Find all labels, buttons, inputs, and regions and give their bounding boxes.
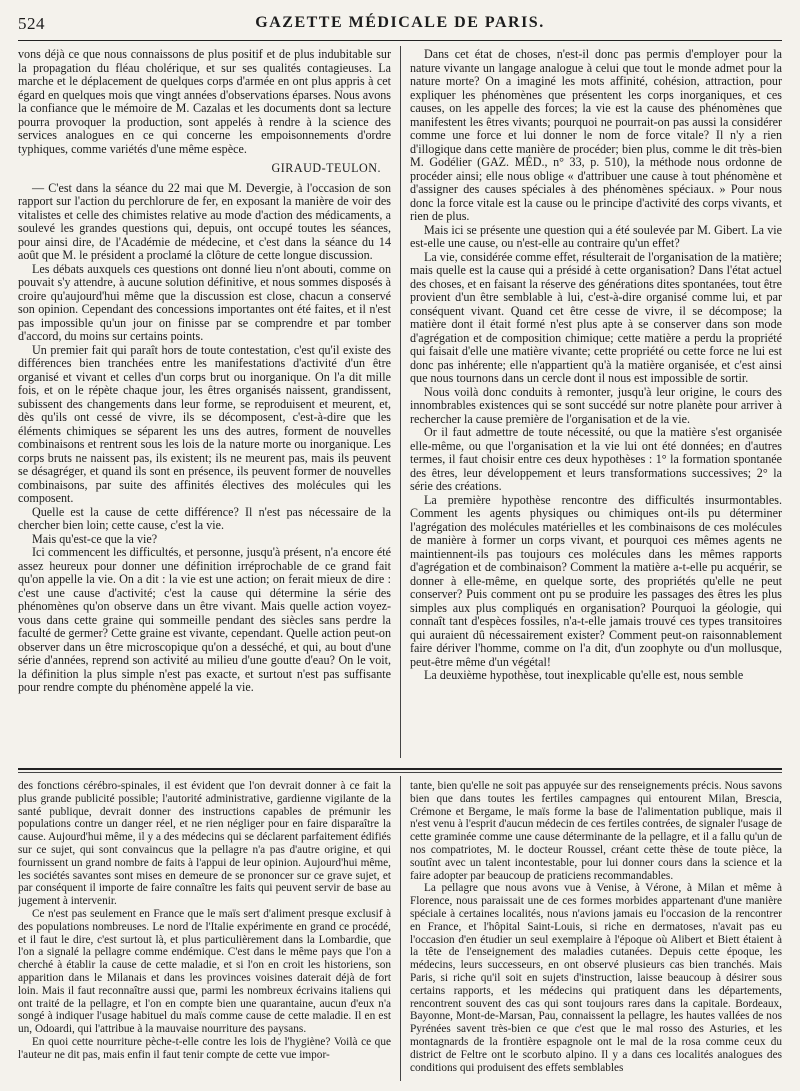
paragraph: Ici commencent les difficultés, et personne, jusqu'à présent, n'a encore été assez heureux pour donner une définition irréprochable de ce grand fait qu'on appelle la vie. On a dit : la vie est une action; on ferait mieux de dire : c'est une cause d'activité; c'est la cause qui détermine la série des phénomènes qu'on observe dans un être vivant. Mais quelle action voyez-vous dans cette graine qui sommeille pendant des siècles sans perdre la faculté de germer? Cette graine est vivante, cependant. Quelle action peut-on observer dans un être microscopique qu'on a desséché, et qui, au bout d'une série d'années, reprend son activité au milieu d'une goutte d'eau? On le voit, la définition la plus simple n'est pas exacte, et surtout n'est pas suffisante pour rendre compte du phénomène appelé la vie. (18, 545, 391, 694)
paragraph: des fonctions cérébro-spinales, il est évident que l'on devrait donner à ce fait la plus grande publicité possible; l'autorité administrative, gardienne vigilante de la santé publique, devrait donner des instructions capables de prémunir les populations contre un danger réel, et ne rien négliger pour en faire disparaître la cause. Aujourd'hui même, il y a des médecins qui se déclarent parfaitement édifiés sur ce sujet, qui sont convaincus que la pellagre n'a pas d'autre origine, et qui fournissent un grand nombre de faits à l'appui de leur opinion. Aujourd'hui même, les sociétés savantes sont mises en demeure de se prononcer sur ce grave sujet, et par conséquent il importe de faire connaître les faits qui peuvent servir de base au jugement à intervenir. (18, 780, 391, 908)
paragraph: Quelle est la cause de cette différence? Il n'est pas nécessaire de la chercher bien loin; cette cause, c'est la vie. (18, 504, 391, 532)
paragraph: — C'est dans la séance du 22 mai que M. Devergie, à l'occasion de son rapport sur l'action du perchlorure de fer, en exposant la manière de voir des vitalistes et celle des chimistes relative au mode d'action des médicaments, a soulevé les grandes questions qui, depuis, ont occupé toutes les séances, pour ainsi dire, de l'Académie de médecine, et c'est dans la séance du 14 août que M. le président a proclamé la clôture de cette longue discussion. (18, 180, 391, 262)
upper-left-column (18, 48, 391, 756)
feuilleton-divider-thin (18, 772, 782, 773)
paragraph: La vie, considérée comme effet, résulterait de l'organisation de la matière; mais quelle est la cause qui a présidé à cette organisation? Dans l'état actuel des choses, et en faisant la réserve des générations dites spontanées, tout être provient d'un être semblable à lui, c'est-à-dire organisé comme lui, et par conséquent vivant. Quand cet être cesse de vivre, il se décompose; la matière dont il était formé n'est plus apte à se conserver dans son mode d'agrégation et de composition chimique; cette matière a perdu la propriété qui faisait d'elle une matière vivante; cette propriété ou cette force ne lui est donc pas inhérente; elle n'appartient qu'à la matière organisée, et c'est ainsi que nous tournons dans un cercle dont il nous est impossible de sortir. (410, 249, 782, 385)
paragraph: La pellagre que nous avons vue à Venise, à Vérone, à Milan et même à Florence, nous paraissait une de ces formes morbides appartenant d'une manière spéciale à certaines localités, nous n'avions jamais eu l'occasion de la rencontrer en France, et l'hôpital Saint-Louis, si riche en dermatoses, n'avait pas eu l'occasion d'en étudier un seul exemplaire à l'époque où Alibert et Biett étaient à la tête de l'enseignement des maladies cutanées. Depuis cette époque, les médecins, leurs successeurs, en ont observé plusieurs cas bien tranchés. Mais Paris, si riche qu'il soit en sujets d'instruction, laisse beaucoup à désirer sous certains rapports, et les médecins qui pratiquent dans les départements, rencontrent souvent des cas qui sont toujours rares dans la capitale. Bordeaux, Bayonne, Mont-de-Marsan, Pau, connaissent la pellagre, les hautes vallées de nos Pyrénées savent très-bien ce que c'est que le mal rosso des Asturies, et les montagnards de la frontière espagnole ont le mal de la rosa comme ceux du district de Feltre ont le scorbuto alpino. Il y a dans ces localités analogues des conditions qui produisent des effets semblables (410, 882, 782, 1074)
page-header (18, 14, 782, 41)
paragraph: Mais ici se présente une question qui a été soulevée par M. Gibert. La vie est-elle une cause, ou n'est-elle au contraire qu'un effet? (410, 222, 782, 250)
author-signature: GIRAUD-TEULON. (271, 161, 381, 175)
upper-right-column (410, 48, 782, 756)
paragraph: La première hypothèse rencontre des difficultés insurmontables. Comment les agents physiques ou chimiques ont-ils pu déterminer l'agrégation des molécules matérielles et les combinaisons de ces molécules de manière à former un corps vivant, et pourquoi ces mêmes agents ne maintiennent-ils pas toujours ces molécules dans les mêmes rapports d'agrégation et de combinaison? Comment la matière a-t-elle pu acquérir, se donner à elle-même, en quelque sorte, des propriétés qu'elle ne peut conserver? Puis comment ont pu se produire les passages des êtres les plus simples aux plus compliqués en organisation? Pourquoi la géologie, qui connaît tant d'espèces fossiles, n'a-t-elle jamais trouvé ces types transitoires qui auraient dû nécessairement exister? Comment peut-on raisonnablement faire dériver l'homme, comme on l'a dit, d'un zoophyte ou d'un mollusque, peut-être même d'un végétal! (410, 492, 782, 669)
running-title: GAZETTE MÉDICALE DE PARIS. (255, 14, 545, 31)
column-divider-lower (400, 776, 401, 1081)
paragraph: Dans cet état de choses, n'est-il donc pas permis d'employer pour la nature vivante un langage analogue à celui que tout le monde admet pour la nature morte? On a imaginé les mots affinité, cohésion, attraction, pour expliquer les phénomènes que présentent les corps inorganiques, et ces causes, on les appelle des forces; la vie est la cause des phénomènes que manifestent les êtres vivants; pourquoi ne pourrait-on pas aussi la considérer comme une force et lui donner le nom de force vitale? Il n'y a rien d'illogique dans cette manière de procéder; bien plus, comme le dit très-bien M. Godélier (GAZ. MÉD., n° 33, p. 510), la méthode nous ordonne de procéder ainsi; elle nous oblige « d'attribuer une cause à tout phénomène et d'assigner des causes spéciales à des phénomènes spéciaux. » Pour nous donc la force vitale est la cause ou le principe d'activité des corps vivants, et rien de plus. (410, 48, 782, 223)
paragraph: En quoi cette nourriture pèche-t-elle contre les lois de l'hygiène? Voilà ce que l'auteur ne dit pas, mais enfin il faut tenir compte de cette vue impor- (18, 1035, 391, 1061)
paragraph: Ce n'est pas seulement en France que le maïs sert d'aliment presque exclusif à des populations nombreuses. Le nord de l'Italie expérimente en grand ce procédé, et il faut le dire, c'est surtout là, et plus particulièrement dans la Lombardie, que l'on a signalé la pellagre comme endémique. C'est dans le même pays que l'on a cherché à établir la cause de cette maladie, et si l'on en croit les historiens, son apparition dans le Milanais et dans les provinces voisines daterait déjà de fort loin. Mais il faut reconnaître aussi que, parmi les nombreux écrivains italiens qui ont traité de la pellagre, et l'on en compte bien une quarantaine, aucun d'eux n'a songé à indiquer l'usage habituel du maïs comme cause de cette maladie. Il en est un, Odoardi, qui l'attribue à la mauvaise nourriture des paysans. (18, 907, 391, 1036)
paragraph: La deuxième hypothèse, tout inexplicable qu'elle est, nous semble (424, 668, 744, 682)
paragraph: Les débats auxquels ces questions ont donné lieu n'ont abouti, comme on pouvait s'y attendre, à aucune solution définitive, et nous sommes disposés à croire qu'aujourd'hui même que la discussion est close, chacun a conservé son opinion. Cependant des concessions importantes ont été faites, et il n'est pas impossible qu'un jour on finisse par se comprendre et par tomber d'accord, du moins sur certains points. (18, 261, 391, 343)
lower-right-column (410, 780, 782, 1080)
paragraph: Un premier fait qui paraît hors de toute contestation, c'est qu'il existe des différences bien tranchées entre les manifestations d'activité d'un être organisé et vivant et celles d'un corps brut ou inorganique. On l'a dit mille fois, et on le répète chaque jour, les êtres organisés naissent, grandissent, subissent des changements dans leur forme, se reproduisent et meurent, et, dès qu'ils ont cessé de vivre, ils se décomposent, c'est-à-dire que les éléments chimiques se séparent les uns des autres, forment de nouvelles combinaisons et rentrent sous les lois de la nature morte ou inorganique. Les corps bruts ne naissent pas, ils existent; ils ne meurent pas, mais ils peuvent se désagréger, et quand ils sont en présence, ils peuvent former de nouvelles combinaisons, par suite des affinités électives des molécules qui les composent. (18, 342, 391, 505)
paragraph: Nous voilà donc conduits à remonter, jusqu'à leur origine, le cours des innombrables existences qui se sont succédé sur notre planète pour arriver à rechercher la cause première de l'organisation et de la vie. (410, 384, 782, 426)
column-divider-upper (400, 46, 401, 758)
paragraph: vons déjà ce que nous connaissons de plus positif et de plus indubitable sur la propagation du fléau cholérique, et sur ses qualités contagieuses. La marche et le déplacement de quelques corps d'armée en ont plus appris à cet égard en quelques mois que vingt années d'observations éparses. Nous avons la confiance que le mémoire de M. Cazalas et les documents dont sa lecture pourra provoquer la production, sont appelés à rendre à la science des services analogues en ce qui concerne les empoisonnements d'ordre typhiques, comme variétés d'une même espèce. (18, 48, 391, 156)
page-number: 524 (18, 14, 45, 33)
paragraph: Or il faut admettre de toute nécessité, ou que la matière s'est organisée elle-même, ou que l'organisation et la vie lui ont été données; en d'autres termes, il faut choisir entre ces deux hypothèses : 1° la formation spontanée des êtres, leur développement et leurs transformations successives; 2° la série des créations. (410, 425, 782, 493)
paragraph: tante, bien qu'elle ne soit pas appuyée sur des renseignements précis. Nous savons bien que dans toutes les fertiles campagnes qui entourent Milan, Brescia, Crémone et Bergame, le maïs forme la base de l'alimentation publique, mais il n'est venu à l'esprit d'aucun médecin de ces fertiles contrées, de signaler l'usage de cette graminée comme une cause déterminante de la pellagre, et il a fallu qu'un de nos compatriotes, M. le docteur Roussel, créant cette thèse de toute pièce, la soutînt avec un talent incontestable, pour lui donner cours dans la science et la faire adopter par beaucoup de praticiens recommandables. (410, 780, 782, 882)
lower-left-column (18, 780, 391, 1080)
feuilleton-divider (18, 768, 782, 770)
paragraph: Mais qu'est-ce que la vie? (32, 531, 158, 546)
